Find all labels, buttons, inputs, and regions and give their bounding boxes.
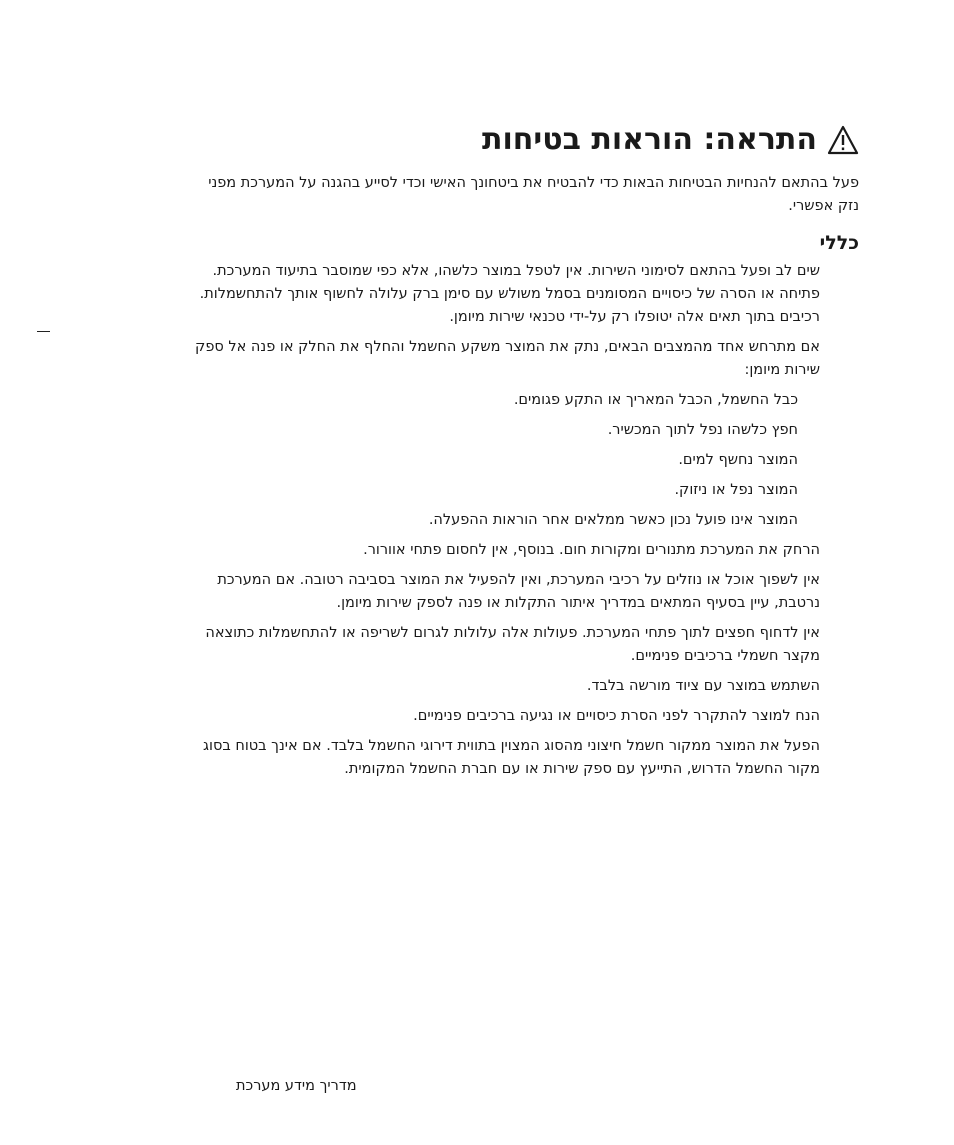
- list-item: המוצר נפל או ניזוק.: [674, 482, 798, 498]
- paragraph-cool-down: הנח למוצר להתקרר לפני הסרת כיסויים או נגיעה ברכיבים פנימיים.: [413, 708, 820, 724]
- paragraph-conditions-intro: אם מתרחש אחד מהמצבים הבאים, נתק את המוצר משקע החשמל והחלף את החלק או פנה אל ספק שירות מיומן:: [195, 339, 820, 378]
- paragraph-service-markings: שים לב ופעל בהתאם לסימוני השירות. אין לטפל במוצר כלשהו, אלא כפי שמוסבר בתיעוד המערכת. פתיחה או הסרה של כיסויים המסומנים בסמל משולש עם סימן ברק עלולה לחשוף אותך להתחשמלות. רכיבים בתוך תאים אלה יטופלו רק על-ידי טכנאי שירות מיומן.: [199, 263, 820, 325]
- paragraph-openings: אין לדחוף חפצים לתוך פתחי המערכת. פעולות אלה עלולות לגרום לשריפה או להתחשמלות כתוצאה מקצר חשמלי ברכיבים פנימיים.: [205, 625, 820, 664]
- intro-paragraph: פעל בהתאם להנחיות הבטיחות הבאות כדי להבטיח את ביטחונך האישי וכדי לסייע בהגנה על המערכת מפני נזק אפשרי.: [208, 175, 859, 214]
- list-item: המוצר נחשף למים.: [678, 452, 798, 468]
- footer-text: מדריך מידע מערכת: [236, 1078, 357, 1094]
- section-body: [185, 260, 820, 788]
- conditions-list: [185, 389, 820, 532]
- paragraph-heat-sources: הרחק את המערכת מתנורים ומקורות חום. בנוסף, אין לחסום פתחי אוורור.: [363, 542, 820, 558]
- margin-mark: [37, 331, 50, 332]
- warning-icon: [827, 125, 859, 155]
- section-heading: כללי: [819, 232, 859, 254]
- list-item: כבל החשמל, הכבל המאריך או התקע פגומים.: [513, 392, 798, 408]
- paragraph-power-source: הפעל את המוצר ממקור חשמל חיצוני מהסוג המצוין בתווית דירוגי החשמל בלבד. אם אינך בטוח בסוג מקור החשמל הדרוש, התייעץ עם ספק שירות או עם חברת החשמל המקומית.: [203, 738, 820, 777]
- paragraph-approved-equipment: השתמש במוצר עם ציוד מורשה בלבד.: [586, 678, 820, 694]
- list-item: המוצר אינו פועל נכון כאשר ממלאים אחר הוראות ההפעלה.: [428, 512, 798, 528]
- page-title-text: התראה: הוראות בטיחות: [481, 122, 817, 157]
- list-item: חפץ כלשהו נפל לתוך המכשיר.: [607, 422, 798, 438]
- paragraph-liquids: אין לשפוך אוכל או נוזלים על רכיבי המערכת, ואין להפעיל את המוצר בסביבה רטובה. אם המערכת נרטבת, עיין בסעיף המתאים במדריך איתור התקלות או פנה לספק שירות מיומן.: [217, 572, 820, 611]
- page-title: [159, 120, 859, 160]
